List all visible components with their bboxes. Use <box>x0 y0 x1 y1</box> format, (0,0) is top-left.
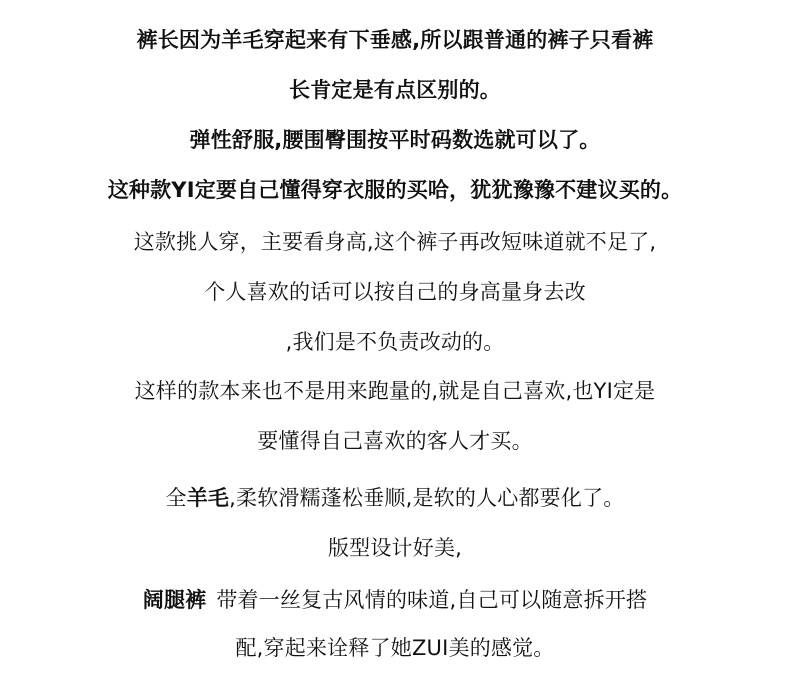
wool-description: ,柔软滑糯蓬松垂顺,是软的人心都要化了。 <box>229 486 625 510</box>
text-line-not-mass-style: 这样的款本来也不是用来跑量的,就是自己喜欢,也YI定是 <box>134 379 656 403</box>
text-line-elastic-size: 弹性舒服,腰围臀围按平时码数选就可以了。 <box>189 128 601 152</box>
text-line-trouser-length: 裤长因为羊毛穿起来有下垂感,所以跟普通的裤子只看裤 <box>136 28 654 52</box>
text-line-height-fit: 这款挑人穿，主要看身高,这个裤子再改短味道就不足了, <box>133 230 657 254</box>
text-line-wool <box>0 484 790 512</box>
text-line-difference: 长肯定是有点区别的。 <box>289 78 501 102</box>
text-line-wide-leg <box>0 586 790 614</box>
text-line-customers: 要懂得自己喜欢的客人才买。 <box>257 429 533 453</box>
wide-leg-highlight: 阔腿裤 <box>142 588 207 612</box>
text-line-style-advice: 这种款YI定要自己懂得穿衣服的买哈，犹犹豫豫不建议买的。 <box>107 178 683 202</box>
wide-leg-description: 带着一丝复古风情的味道,自己可以随意拆开搭 <box>216 588 648 612</box>
text-line-design: 版型设计好美, <box>327 536 463 560</box>
wool-highlight: 羊毛 <box>186 486 230 510</box>
text-line-custom-alter: 个人喜欢的话可以按自己的身高量身去改 <box>204 280 586 304</box>
text-line-no-alteration: ,我们是不负责改动的。 <box>285 330 505 354</box>
text-line-final: 配,穿起来诠释了她ZUI美的感觉。 <box>235 636 555 660</box>
wool-prefix: 全 <box>165 486 187 510</box>
